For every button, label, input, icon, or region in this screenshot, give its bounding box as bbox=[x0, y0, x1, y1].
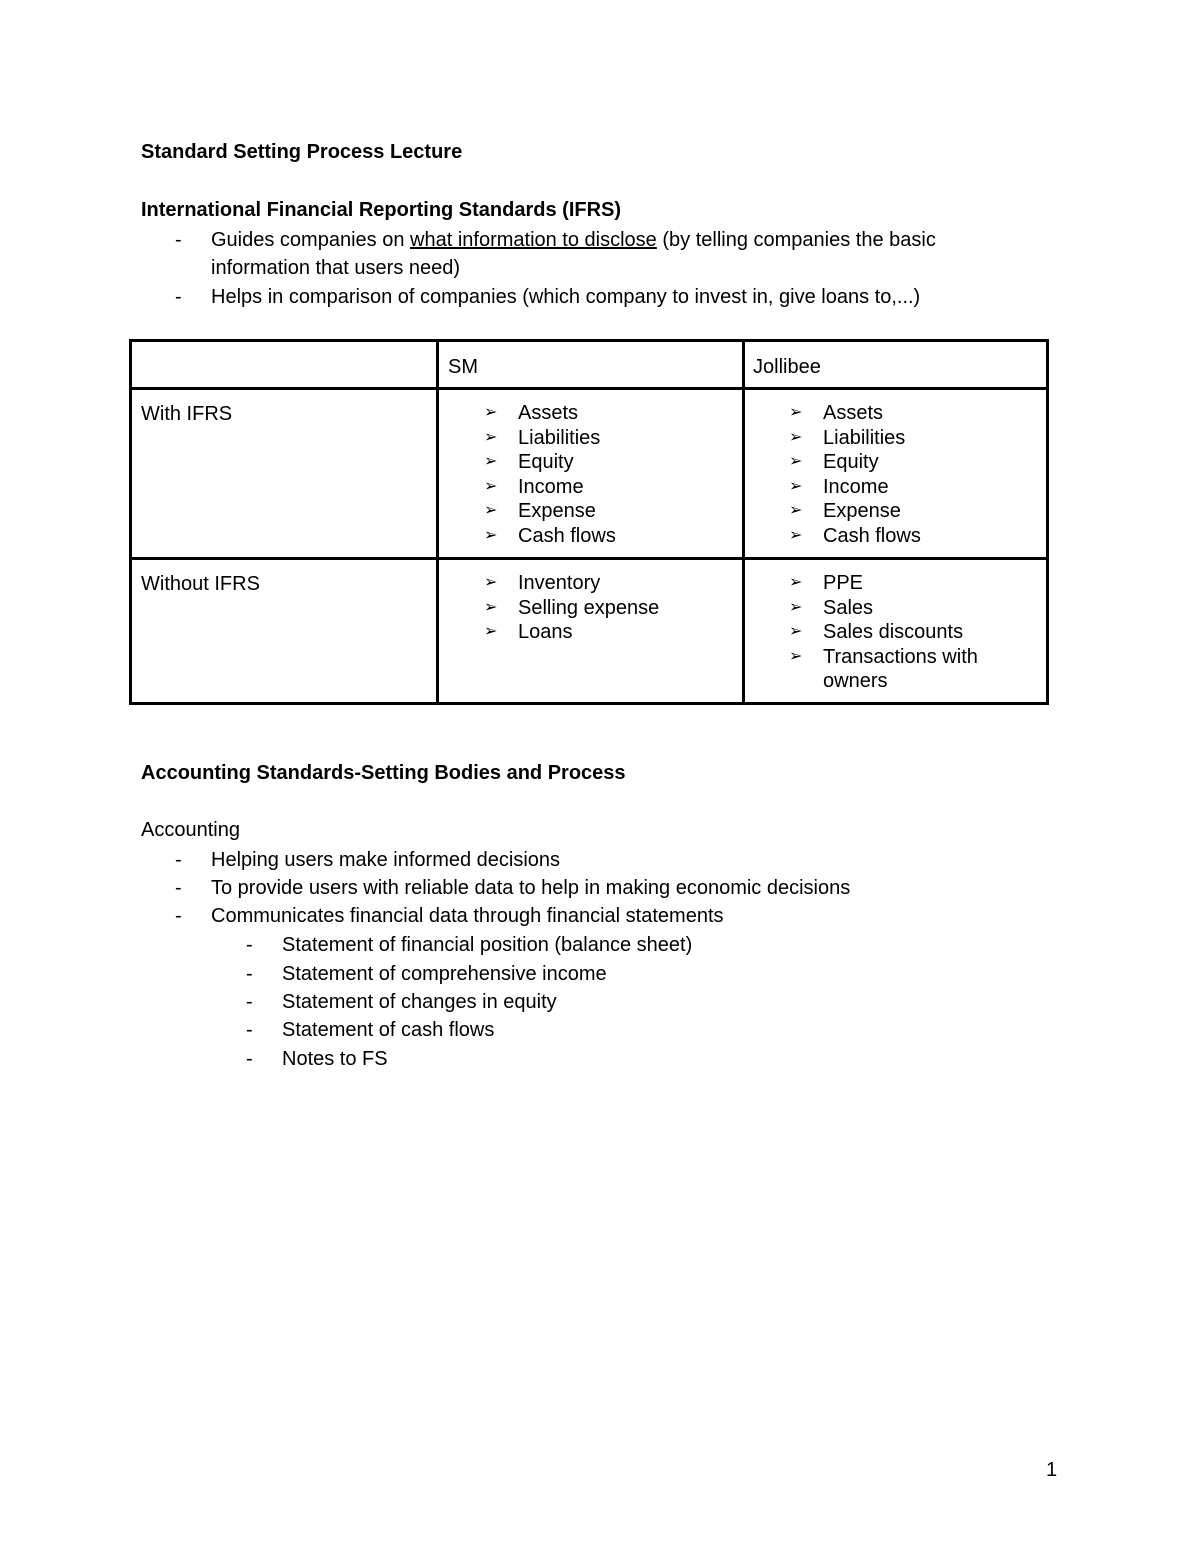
arrow-bullet-icon: ➢ bbox=[484, 598, 498, 616]
jollibee-with-ifrs-list bbox=[789, 401, 1029, 549]
list-item: ➢ Expense bbox=[484, 500, 596, 523]
arrow-bullet-icon: ➢ bbox=[789, 647, 803, 665]
sm-without-ifrs-list bbox=[484, 571, 724, 645]
list-item: ➢ Sales bbox=[789, 596, 874, 619]
arrow-bullet-icon: ➢ bbox=[789, 598, 803, 616]
arrow-bullet-icon: ➢ bbox=[789, 526, 803, 544]
accounting-intro: Accounting bbox=[141, 819, 240, 841]
dash-marker: - bbox=[175, 905, 182, 927]
arrow-bullet-icon: ➢ bbox=[789, 428, 803, 446]
arrow-bullet-icon: ➢ bbox=[789, 502, 803, 520]
list-item: ➢ Liabilities bbox=[789, 426, 906, 449]
list-item: ➢ Equity bbox=[484, 451, 574, 474]
list-item: ➢ Liabilities bbox=[484, 426, 601, 449]
page-title: Standard Setting Process Lecture bbox=[141, 141, 463, 163]
list-item: ➢ Selling expense bbox=[484, 596, 660, 619]
ifrs-heading: International Financial Reporting Standards (IFRS) bbox=[141, 199, 622, 221]
list-item: ➢ Income bbox=[789, 475, 889, 498]
dash-marker: - bbox=[175, 229, 182, 251]
ifrs-bullet-1-text: Guides companies on what information to disclose (by telling companies the basic bbox=[211, 229, 936, 251]
arrow-bullet-icon: ➢ bbox=[484, 623, 498, 641]
arrow-bullet-icon: ➢ bbox=[484, 574, 498, 591]
list-item: ➢ Cash flows bbox=[484, 524, 616, 547]
arrow-bullet-icon: ➢ bbox=[789, 453, 803, 471]
table-col-divider bbox=[436, 342, 439, 702]
list-item: ➢ PPE bbox=[789, 572, 864, 594]
list-item: ➢ Expense bbox=[789, 500, 901, 523]
dash-marker: - bbox=[246, 1019, 253, 1041]
arrow-bullet-icon: ➢ bbox=[789, 477, 803, 495]
ifrs-comparison-table bbox=[129, 339, 1049, 705]
arrow-bullet-icon: ➢ bbox=[789, 404, 803, 421]
arrow-bullet-icon: ➢ bbox=[789, 574, 803, 591]
arrow-bullet-icon: ➢ bbox=[484, 526, 498, 544]
table-row-divider bbox=[132, 387, 1046, 390]
table-col-divider bbox=[742, 342, 745, 702]
table-row-divider bbox=[132, 557, 1046, 560]
list-item: ➢ Income bbox=[484, 475, 584, 498]
arrow-bullet-icon: ➢ bbox=[484, 404, 498, 421]
arrow-bullet-icon: ➢ bbox=[789, 623, 803, 641]
list-item: ➢ Loans bbox=[484, 621, 573, 644]
list-item: ➢ Sales discounts bbox=[789, 621, 964, 644]
bodies-heading: Accounting Standards-Setting Bodies and Process bbox=[141, 762, 626, 784]
page-number: 1 bbox=[1046, 1459, 1058, 1481]
dash-marker: - bbox=[246, 934, 253, 956]
list-item: ➢ Transactions with owners bbox=[789, 645, 978, 693]
table-header-sm: SM bbox=[448, 356, 478, 378]
dash-marker: - bbox=[246, 991, 253, 1013]
list-item: ➢ Assets bbox=[484, 402, 579, 424]
arrow-bullet-icon: ➢ bbox=[484, 477, 498, 495]
list-item: ➢ Equity bbox=[789, 451, 879, 474]
ifrs-bullet-2-text: Helps in comparison of companies (which company to invest in, give loans to,...) bbox=[211, 286, 921, 308]
underlined-phrase: what information to disclose bbox=[410, 229, 657, 251]
dash-marker: - bbox=[175, 286, 182, 308]
dash-marker: - bbox=[246, 1048, 253, 1070]
jollibee-without-ifrs-list bbox=[789, 571, 1009, 694]
dash-marker: - bbox=[175, 877, 182, 899]
arrow-bullet-icon: ➢ bbox=[484, 428, 498, 446]
arrow-bullet-icon: ➢ bbox=[484, 453, 498, 471]
table-row-label-with-ifrs: With IFRS bbox=[141, 403, 233, 425]
table-header-jollibee: Jollibee bbox=[753, 356, 821, 378]
sm-with-ifrs-list bbox=[484, 401, 724, 549]
list-item: ➢ Inventory bbox=[484, 572, 601, 594]
list-item: ➢ Cash flows bbox=[789, 524, 921, 547]
dash-marker: - bbox=[175, 849, 182, 871]
table-row-label-without-ifrs: Without IFRS bbox=[141, 573, 260, 595]
document-page: Standard Setting Process Lecture International Financial Reporting Standards (IFRS) - Guides companies on what information to disclose (by telling companies the basic information that users need) - Helps in comparison of companies (which company to invest in, give loans to,...) SM Jollibee With IFRS ➢ Assets ➢ Liabilities ➢ Equity ➢ Income ➢ Expense ➢ Cash flows ➢ Assets ➢ Liabilities ➢ Equity ➢ Income ➢ Expense ➢ Cash flows Without IFRS ➢ Inventory ➢ Selling expense ➢ Loans ➢ PPE ➢ Sales ➢ Sales discounts ➢ Transactions with owners Accounting Standards-Setting Bodies and Process Accounting - Helping users make informed decisions - To provide users with reliable data to help in making economic decisions - Communicates financial data through financial statements - Statement of financial position (balance sheet) - Statement of comprehensive income - Statement of changes in equity - Statement of cash flows - Notes to FS 1 bbox=[0, 0, 1200, 1553]
arrow-bullet-icon: ➢ bbox=[484, 502, 498, 520]
list-item: ➢ Assets bbox=[789, 402, 884, 424]
dash-marker: - bbox=[246, 963, 253, 985]
